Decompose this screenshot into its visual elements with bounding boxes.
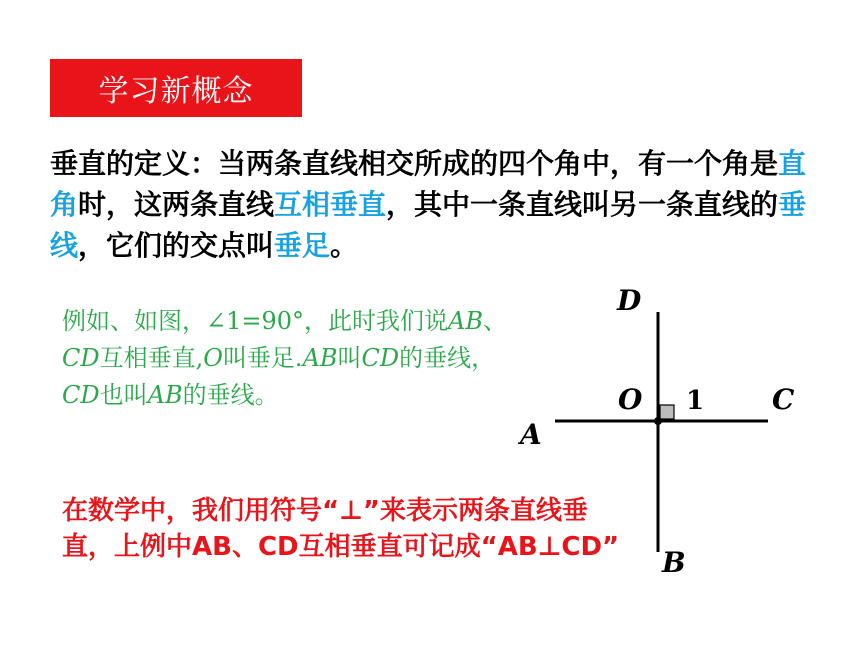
example-t7: 也叫 bbox=[99, 381, 148, 409]
example-cd3: CD bbox=[62, 381, 100, 409]
example-o: O bbox=[203, 344, 223, 372]
label-d: D bbox=[617, 284, 642, 317]
example-ab1: AB bbox=[448, 307, 483, 335]
example-t1: 例如、如图，∠1=90°，此时我们说 bbox=[62, 307, 449, 335]
example-t6: 的垂线， bbox=[399, 344, 496, 372]
section-title: 学习新概念 bbox=[50, 59, 302, 117]
label-o: O bbox=[618, 383, 643, 416]
definition-seg1: 垂直的定义：当两条直线相交所成的四个角中，有一个角是 bbox=[50, 147, 779, 180]
term-right-angle: 直角 bbox=[50, 147, 807, 221]
intersection-point bbox=[654, 417, 662, 425]
label-a: A bbox=[520, 418, 542, 451]
definition-seg4: ，它们的交点叫 bbox=[78, 229, 275, 262]
definition-seg2: 时，这两条直线 bbox=[78, 188, 275, 221]
definition-seg5: 。 bbox=[330, 229, 359, 262]
perpendicular-diagram bbox=[510, 280, 810, 580]
example-ab3: AB bbox=[147, 381, 183, 409]
label-angle-1: 1 bbox=[686, 386, 705, 416]
example-text bbox=[62, 303, 512, 414]
term-mutually-perpendicular: 互相垂直 bbox=[274, 188, 387, 221]
definition-seg3: ，其中一条直线叫另一条直线的 bbox=[386, 188, 779, 221]
term-foot: 垂足 bbox=[274, 229, 331, 262]
example-t4: 叫垂足. bbox=[222, 344, 303, 372]
example-t2: 、 bbox=[483, 307, 507, 335]
example-t3: 互相垂直, bbox=[99, 344, 204, 372]
symbol-note-text: 在数学中，我们用符号“⊥”来表示两条直线垂直，上例中AB、CD互相垂直可记成“AB⊥CD” bbox=[62, 496, 620, 562]
label-b: B bbox=[662, 546, 686, 579]
term-perpendicular-line: 垂线 bbox=[50, 188, 807, 262]
right-angle-mark bbox=[660, 405, 674, 419]
example-t8: 的垂线。 bbox=[182, 381, 279, 409]
example-t5: 叫 bbox=[337, 344, 362, 372]
example-cd1: CD bbox=[62, 344, 100, 372]
definition-text bbox=[50, 143, 810, 266]
example-cd2: CD bbox=[361, 344, 400, 372]
example-ab2: AB bbox=[302, 344, 338, 372]
label-c: C bbox=[772, 383, 795, 416]
